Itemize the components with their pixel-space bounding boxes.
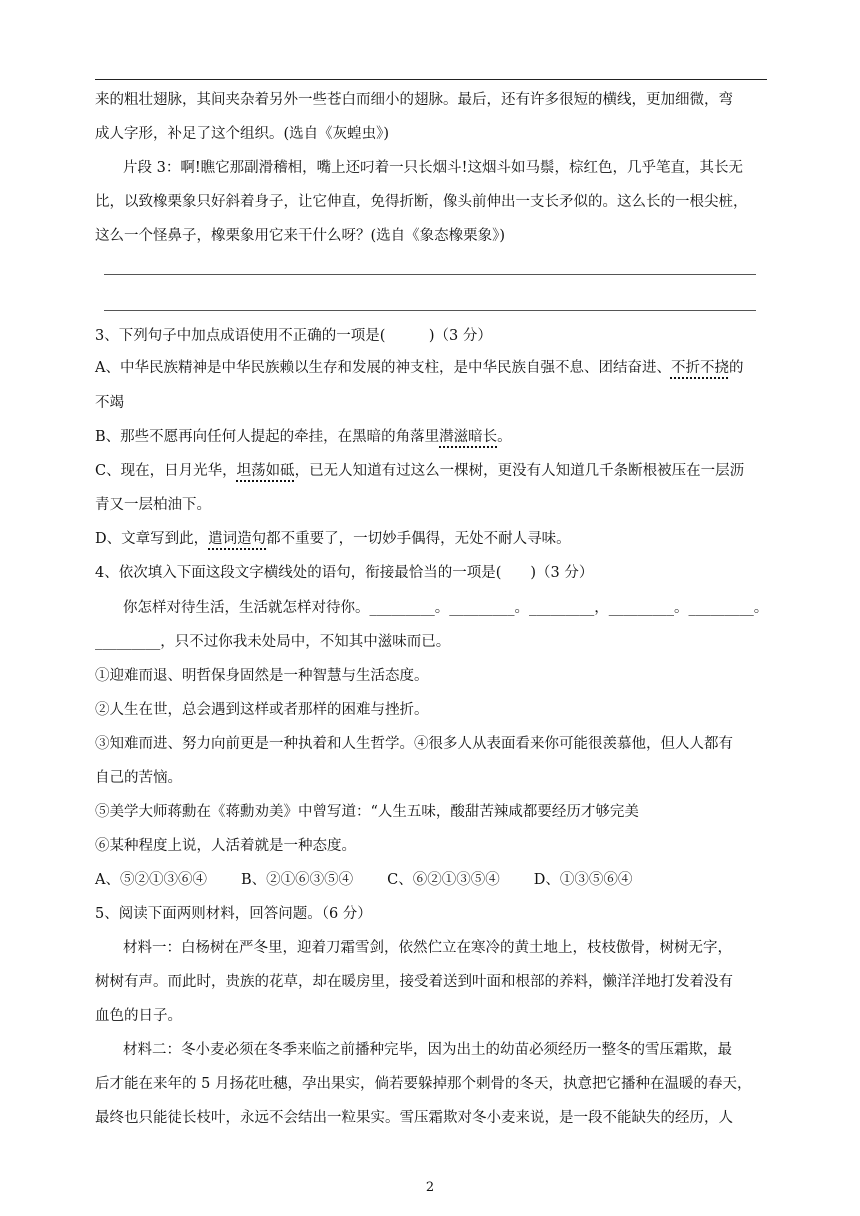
option-text: A、中华民族精神是中华民族赖以生存和发展的神支柱，是中华民族自强不息、团结奋进、 [95, 360, 671, 376]
option-text: 都不重要了，一切妙手偶得，无处不耐人寻味。 [266, 531, 571, 547]
question-3-stem: 3、下列句子中加点成语使用不正确的一项是( )（3 分） [95, 328, 492, 344]
material-2-line: 材料二：冬小麦必须在冬季来临之前播种完毕，因为出土的幼苗必须经历一整冬的雪压霜欺，最 [123, 1042, 732, 1058]
question-3-option-a [95, 358, 767, 378]
answer-blank-line [104, 274, 756, 275]
question-5-stem: 5、阅读下面两则材料，回答问题。（6 分） [95, 906, 372, 922]
option-a: A、⑤②①③⑥④ [95, 872, 207, 888]
question-3-option-d [95, 529, 767, 549]
question-4-sentence-2: ②人生在世，总会遇到这样或者那样的困难与挫折。 [95, 702, 429, 718]
passage-continuation-line: 来的粗壮翅脉，其间夹杂着另外一些苍白而细小的翅脉。最后，还有许多很短的横线，更加细微，弯 [95, 92, 733, 108]
question-4-options [95, 870, 767, 890]
dotted-idiom: 不折不挠 [670, 360, 729, 376]
question-4-passage: 你怎样对待生活，生活就怎样对待你。_________。_________。_________，_________。_________。 [123, 600, 769, 616]
fragment-3-line: 片段 3：啊!瞧它那副滑稽相，嘴上还叼着一只长烟斗!这烟斗如马鬃，棕红色，几乎笔直，其长无 [123, 160, 743, 176]
question-4-sentence-6: ⑥某种程度上说，人活着就是一种态度。 [95, 838, 356, 854]
question-3-option-c-cont: 青又一层柏油下。 [95, 497, 211, 513]
question-4-sentence-5: ⑤美学大师蒋勳在《蒋勳劝美》中曾写道：“人生五味，酸甜苦辣咸都要经历才够完美 [95, 804, 639, 820]
header-rule [95, 79, 767, 80]
option-c: C、⑥②①③⑤④ [387, 872, 500, 888]
question-4-sentence-1: ①迎难而退、明哲保身固然是一种智慧与生活态度。 [95, 668, 429, 684]
question-4-sentence-3-4: ③知难而进、努力向前更是一种执着和人生哲学。④很多人从表面看来你可能很羡慕他，但人人都有 [95, 736, 733, 752]
option-text: 的 [728, 360, 744, 376]
question-3-option-a-cont: 不竭 [95, 395, 124, 411]
material-1-line: 材料一：白杨树在严冬里，迎着刀霜雪剑，依然伫立在寒冷的黄土地上，枝枝傲骨，树树无字， [123, 940, 732, 956]
dotted-idiom: 坦荡如砥 [236, 463, 295, 479]
option-b: B、②①⑥③⑤④ [240, 872, 354, 888]
fragment-3-line: 这么一个怪鼻子，橡栗象用它来干什么呀？(选自《象态橡栗象》) [95, 228, 506, 244]
passage-continuation-line: 成人字形，补足了这个组织。(选自《灰蝗虫》) [95, 126, 390, 142]
answer-blank-line [104, 310, 756, 311]
option-text: D、文章写到此， [95, 531, 209, 547]
option-text: 。 [497, 429, 512, 445]
fragment-3-line: 比，以致橡栗象只好斜着身子，让它伸直，免得折断，像头前伸出一支长矛似的。这么长的一根尖桩， [95, 194, 748, 210]
option-d: D、①③⑤⑥④ [533, 872, 633, 888]
question-4-passage: _________，只不过你我未处局中，不知其中滋味而已。 [95, 634, 451, 650]
material-2-line: 后才能在来年的 5 月扬花吐穗，孕出果实，倘若要躲掉那个刺骨的冬天，执意把它播种在温暖的春天， [95, 1076, 752, 1092]
dotted-idiom: 潜滋暗长 [439, 429, 498, 445]
question-4-stem: 4、依次填入下面这段文字横线处的语句，衔接最恰当的一项是( )（3 分） [95, 565, 594, 581]
question-3-option-b [95, 427, 767, 447]
material-1-line: 树树有声。而此时，贵族的花草，却在暖房里，接受着送到叶面和根部的养料，懒洋洋地打发着没有 [95, 974, 733, 990]
option-text: ，已无人知道有过这么一棵树，更没有人知道几千条断根被压在一层沥 [294, 463, 745, 479]
page-number: 2 [425, 1180, 435, 1195]
question-3-option-c [95, 461, 767, 481]
question-4-sentence-4-cont: 自己的苦恼。 [95, 770, 182, 786]
option-text: B、那些不愿再向任何人提起的牵挂，在黑暗的角落里 [95, 429, 440, 445]
material-1-line: 血色的日子。 [95, 1008, 182, 1024]
dotted-idiom: 遣词造句 [208, 531, 267, 547]
option-text: C、现在，日月光华， [95, 463, 237, 479]
material-2-line: 最终也只能徒长枝叶，永远不会结出一粒果实。雪压霜欺对冬小麦来说，是一段不能缺失的经历，人 [95, 1110, 733, 1126]
